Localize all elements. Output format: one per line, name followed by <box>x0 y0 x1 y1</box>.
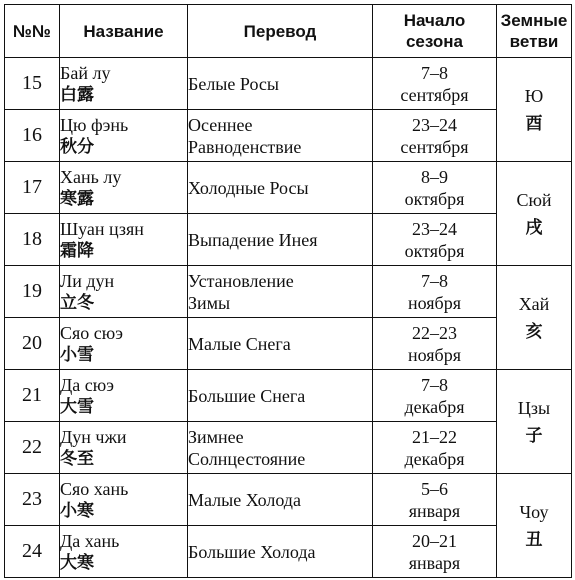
term-name <box>60 110 188 162</box>
row-number: 23 <box>5 474 60 526</box>
table-row <box>5 526 572 578</box>
season-month: октября <box>404 240 465 261</box>
season-month: декабря <box>404 396 465 417</box>
season-dates: 7–8 <box>421 62 448 83</box>
season-dates: 7–8 <box>421 374 448 395</box>
term-translation <box>188 422 373 474</box>
term-translation <box>188 266 373 318</box>
translation-line1: Большие Холода <box>188 541 316 562</box>
header-season-line2: сезона <box>405 32 464 51</box>
term-pinyin: Шуан цзян <box>60 218 144 239</box>
season-dates: 22–23 <box>412 322 457 343</box>
term-name <box>60 422 188 474</box>
term-hanzi: 寒露 <box>60 188 94 209</box>
translation-line1: Выпадение Инея <box>188 229 318 250</box>
translation-line1: Осеннее <box>188 114 253 135</box>
season-month: декабря <box>404 448 465 469</box>
term-name <box>60 58 188 110</box>
term-name <box>60 162 188 214</box>
term-hanzi: 小寒 <box>60 500 94 521</box>
term-hanzi: 霜降 <box>60 240 94 261</box>
term-hanzi: 白露 <box>60 84 94 105</box>
table-row <box>5 162 572 214</box>
season-dates: 21–22 <box>412 426 457 447</box>
translation-line2: Равноденствие <box>188 136 302 157</box>
table-row <box>5 474 572 526</box>
translation-line1: Холодные Росы <box>188 177 309 198</box>
row-number: 18 <box>5 214 60 266</box>
season-dates: 7–8 <box>421 270 448 291</box>
term-translation <box>188 214 373 266</box>
season-dates: 23–24 <box>412 114 457 135</box>
season-dates: 23–24 <box>412 218 457 239</box>
season-start <box>373 474 497 526</box>
branch-name: Сюй <box>516 189 552 210</box>
row-number: 24 <box>5 526 60 578</box>
season-month: сентября <box>400 84 469 105</box>
season-start <box>373 370 497 422</box>
season-dates: 5–6 <box>421 478 448 499</box>
term-hanzi: 冬至 <box>60 448 94 469</box>
table-row <box>5 110 572 162</box>
term-pinyin: Сяо сюэ <box>60 322 123 343</box>
season-start <box>373 422 497 474</box>
season-start <box>373 110 497 162</box>
header-name: Название <box>60 5 188 58</box>
season-month: января <box>408 500 461 521</box>
term-hanzi: 大寒 <box>60 552 94 573</box>
row-number: 15 <box>5 58 60 110</box>
season-month: ноября <box>407 292 461 313</box>
translation-line1: Установление <box>188 270 294 291</box>
solar-terms-table <box>4 4 572 578</box>
season-start <box>373 266 497 318</box>
term-pinyin: Цю фэнь <box>60 114 129 135</box>
term-pinyin: Да сюэ <box>60 374 114 395</box>
term-name <box>60 318 188 370</box>
translation-line1: Малые Снега <box>188 333 291 354</box>
table-body <box>5 58 572 578</box>
translation-line2: Зимы <box>188 292 231 313</box>
branch-hanzi: 酉 <box>525 113 543 134</box>
header-season <box>373 5 497 58</box>
header-branch <box>497 5 572 58</box>
table-row <box>5 422 572 474</box>
term-hanzi: 立冬 <box>60 292 94 313</box>
row-number: 17 <box>5 162 60 214</box>
season-start <box>373 162 497 214</box>
term-pinyin: Хань лу <box>60 166 122 187</box>
season-start <box>373 318 497 370</box>
table-header <box>5 5 572 58</box>
branch-name: Ю <box>524 85 544 106</box>
term-pinyin: Ли дун <box>60 270 115 291</box>
term-hanzi: 秋分 <box>60 136 94 157</box>
season-start <box>373 214 497 266</box>
branch-hanzi: 戌 <box>525 217 543 238</box>
row-number: 22 <box>5 422 60 474</box>
earthly-branch <box>497 266 572 370</box>
header-branch-line1: Земные <box>500 11 568 30</box>
earthly-branch <box>497 474 572 578</box>
branch-hanzi: 亥 <box>525 321 543 342</box>
earthly-branch <box>497 162 572 266</box>
term-name <box>60 526 188 578</box>
branch-hanzi: 丑 <box>525 529 543 550</box>
season-start <box>373 58 497 110</box>
term-name <box>60 370 188 422</box>
term-pinyin: Да хань <box>60 530 120 551</box>
header-season-line1: Начало <box>403 11 466 30</box>
earthly-branch <box>497 58 572 162</box>
term-translation <box>188 318 373 370</box>
table-row <box>5 58 572 110</box>
term-name <box>60 266 188 318</box>
term-name <box>60 214 188 266</box>
term-pinyin: Бай лу <box>60 62 111 83</box>
translation-line2: Солнцестояние <box>188 448 306 469</box>
term-pinyin: Дун чжи <box>60 426 127 447</box>
translation-line1: Большие Снега <box>188 385 306 406</box>
header-branch-line2: ветви <box>509 32 559 51</box>
table-row <box>5 318 572 370</box>
season-month: ноября <box>407 344 461 365</box>
branch-name: Чоу <box>519 501 549 522</box>
season-start <box>373 526 497 578</box>
table-row <box>5 214 572 266</box>
term-translation <box>188 370 373 422</box>
table-row <box>5 370 572 422</box>
row-number: 21 <box>5 370 60 422</box>
term-name <box>60 474 188 526</box>
term-translation <box>188 58 373 110</box>
season-month: января <box>408 552 461 573</box>
term-translation <box>188 162 373 214</box>
term-hanzi: 大雪 <box>60 396 94 417</box>
season-dates: 20–21 <box>412 530 457 551</box>
row-number: 16 <box>5 110 60 162</box>
translation-line1: Белые Росы <box>188 73 279 94</box>
term-translation <box>188 474 373 526</box>
term-pinyin: Сяо хань <box>60 478 129 499</box>
translation-line1: Малые Холода <box>188 489 301 510</box>
term-translation <box>188 526 373 578</box>
translation-line1: Зимнее <box>188 426 244 447</box>
branch-hanzi: 子 <box>525 425 543 446</box>
term-translation <box>188 110 373 162</box>
header-num: №№ <box>5 5 60 58</box>
term-hanzi: 小雪 <box>60 344 94 365</box>
season-month: сентября <box>400 136 469 157</box>
table-row <box>5 266 572 318</box>
row-number: 19 <box>5 266 60 318</box>
header-translation: Перевод <box>188 5 373 58</box>
branch-name: Цзы <box>517 397 551 418</box>
season-month: октября <box>404 188 465 209</box>
season-dates: 8–9 <box>421 166 448 187</box>
header-row <box>5 5 572 58</box>
branch-name: Хай <box>518 293 550 314</box>
earthly-branch <box>497 370 572 474</box>
row-number: 20 <box>5 318 60 370</box>
